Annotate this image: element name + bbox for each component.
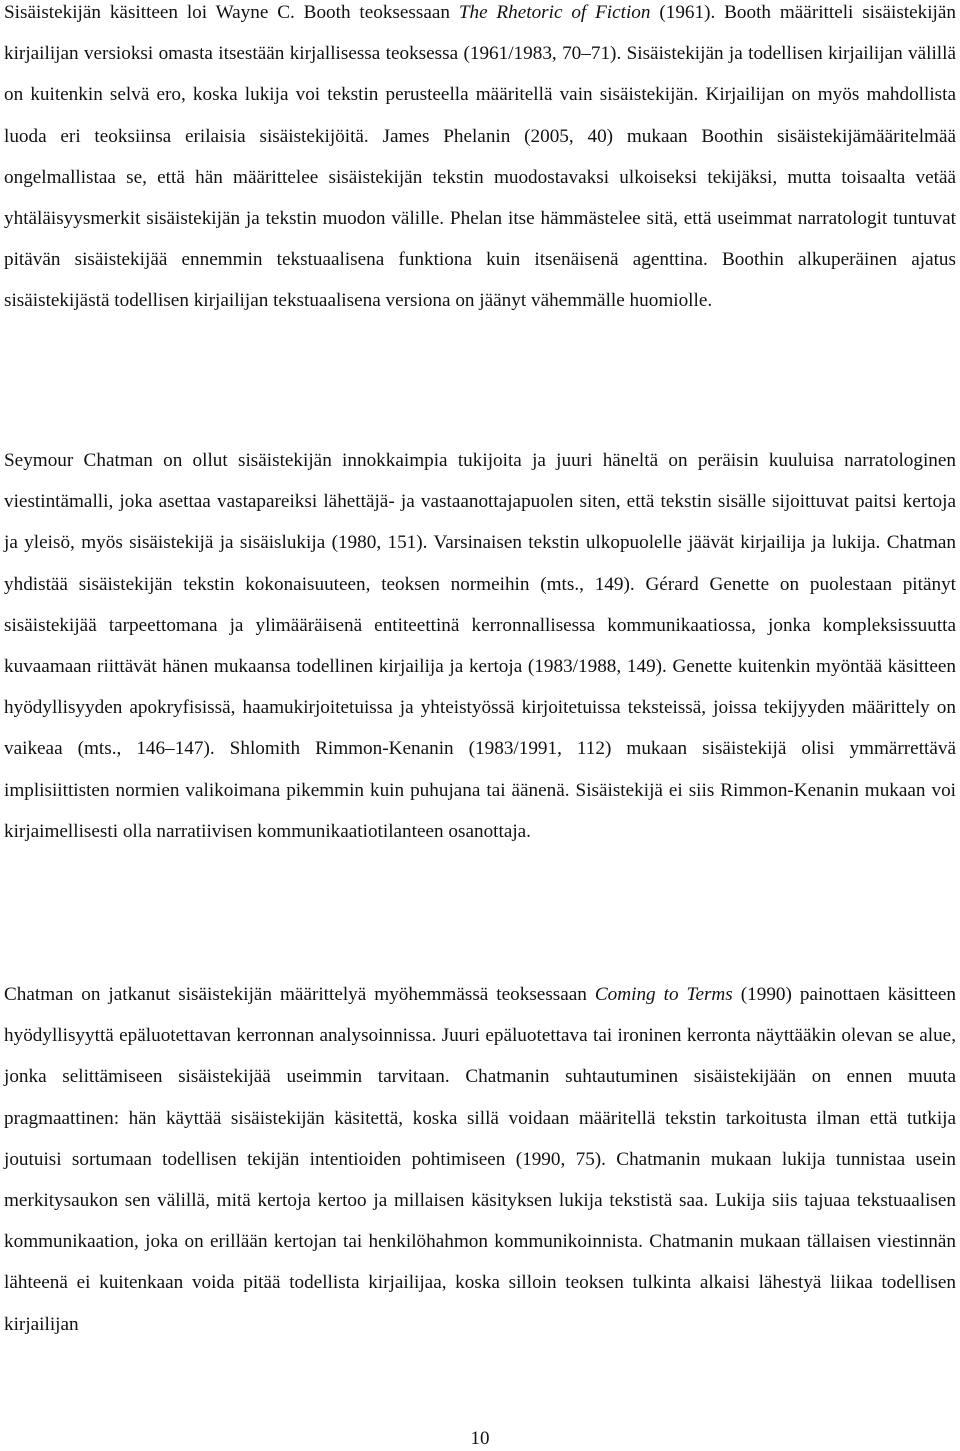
book-title: The Rhetoric of Fiction [458,2,651,23]
book-title: Coming to Terms [594,984,733,1005]
paragraph-coming-to-terms [4,974,956,1345]
paragraph-text: Seymour Chatman on ollut sisäistekijän innokkaimpia tukijoita ja juuri häneltä on peräisin kuuluisa narratologinen viestintämalli, joka asettaa vastapareiksi lähettäjä- ja vastaanottajapuolen siten, että tekstin sisälle sijoittuvat paitsi kertoja ja yleisö, myös sisäistekijä ja sisäislukija (1980, 151). Varsinaisen tekstin ulkopuolelle jäävät kirjailija ja lukija. Chatman yhdistää sisäistekijän tekstin kokonaisuuteen, teoksen normeihin (mts., 149). Gérard Genette on puolestaan pitänyt sisäistekijää tarpeettomana ja ylimääräisenä entiteettinä kerronnallisessa kommunikaatiossa, jonka kompleksissuutta kuvaamaan riittävät hänen mukaansa todellinen kirjailija ja kertoja (1983/1988, 149). Genette kuitenkin myöntää käsitteen hyödyllisyyden apokryfisissä, haamukirjoitetuissa ja yhteistyössä kirjoitetuissa teksteissä, joissa tekijyyden määrittely on vaikeaa (mts., 146–147). Shlomith Rimmon-Kenanin (1983/1991, 112) mukaan sisäistekijä olisi ymmärrettävä implisiittisten normien valikoimana pikemmin kuin puhujana tai äänenä. Sisäistekijä ei siis Rimmon-Kenanin mukaan voi kirjaimellisesti olla narratiivisen kommunikaatiotilanteen osanottaja. [4,450,956,842]
page-number: 10 [470,1428,490,1449]
paragraph-text: Sisäistekijän käsitteen loi Wayne C. Booth teoksessaan [4,2,459,23]
paragraph-booth [4,0,956,322]
paragraph-text: (1961). Booth määritteli sisäistekijän kirjailijan versioksi omasta itsestään kirjallisessa teoksessa (1961/1983, 70–71). Sisäistekijän ja todellisen kirjailijan välillä on kuitenkin selvä ero, koska lukija voi tekstin perusteella määritellä vain sisäistekijän. Kirjailijan on myös mahdollista luoda eri teoksiinsa erilaisia sisäistekijöitä. James Phelanin (2005, 40) mukaan Boothin sisäistekijämääritelmää ongelmallistaa se, että hän määrittelee sisäistekijän tekstin muodostavaksi ulkoiseksi tekijäksi, mutta toisaalta vetää yhtäläisyysmerkit sisäistekijän ja tekstin muodon välille. Phelan itse hämmästelee sitä, että useimmat narratologit tuntuvat pitävän sisäistekijää ennemmin tekstuaalisena funktiona kuin itsenäisenä agenttina. Boothin alkuperäinen ajatus sisäistekijästä todellisen kirjailijan tekstuaalisena versiona on jäänyt vähemmälle huomiolle. [4,2,956,312]
paragraph-chatman [4,440,956,852]
paragraph-text: Chatman on jatkanut sisäistekijän määrittelyä myöhemmässä teoksessaan [4,984,595,1005]
paragraph-text: (1990) painottaen käsitteen hyödyllisyyttä epäluotettavan kerronnan analysoinnissa. Juuri epäluotettava tai ironinen kerronta näyttääkin olevan se alue, jonka selittämiseen sisäistekijää useimmin tarvitaan. Chatmanin suhtautuminen sisäistekijään on ennen muuta pragmaattinen: hän käyttää sisäistekijän käsitettä, koska sillä voidaan määritellä tekstin tarkoitusta ilman että tutkija joutuisi sortumaan todellisen tekijän intentioiden pohtimiseen (1990, 75). Chatmanin mukaan lukija tunnistaa usein merkitysaukon sen välillä, mitä kertoja kertoo ja millaisen käsityksen lukija tekstistä saa. Lukija siis tajuaa tekstuaalisen kommunikaation, joka on erillään kertojan tai henkilöhahmon kommunikoinnista. Chatmanin mukaan tällaisen viestinnän lähteenä ei kuitenkaan voida pitää todellista kirjailijaa, koska silloin teoksen tulkinta alkaisi lähestyä liikaa todellisen kirjailijan [4,984,956,1335]
